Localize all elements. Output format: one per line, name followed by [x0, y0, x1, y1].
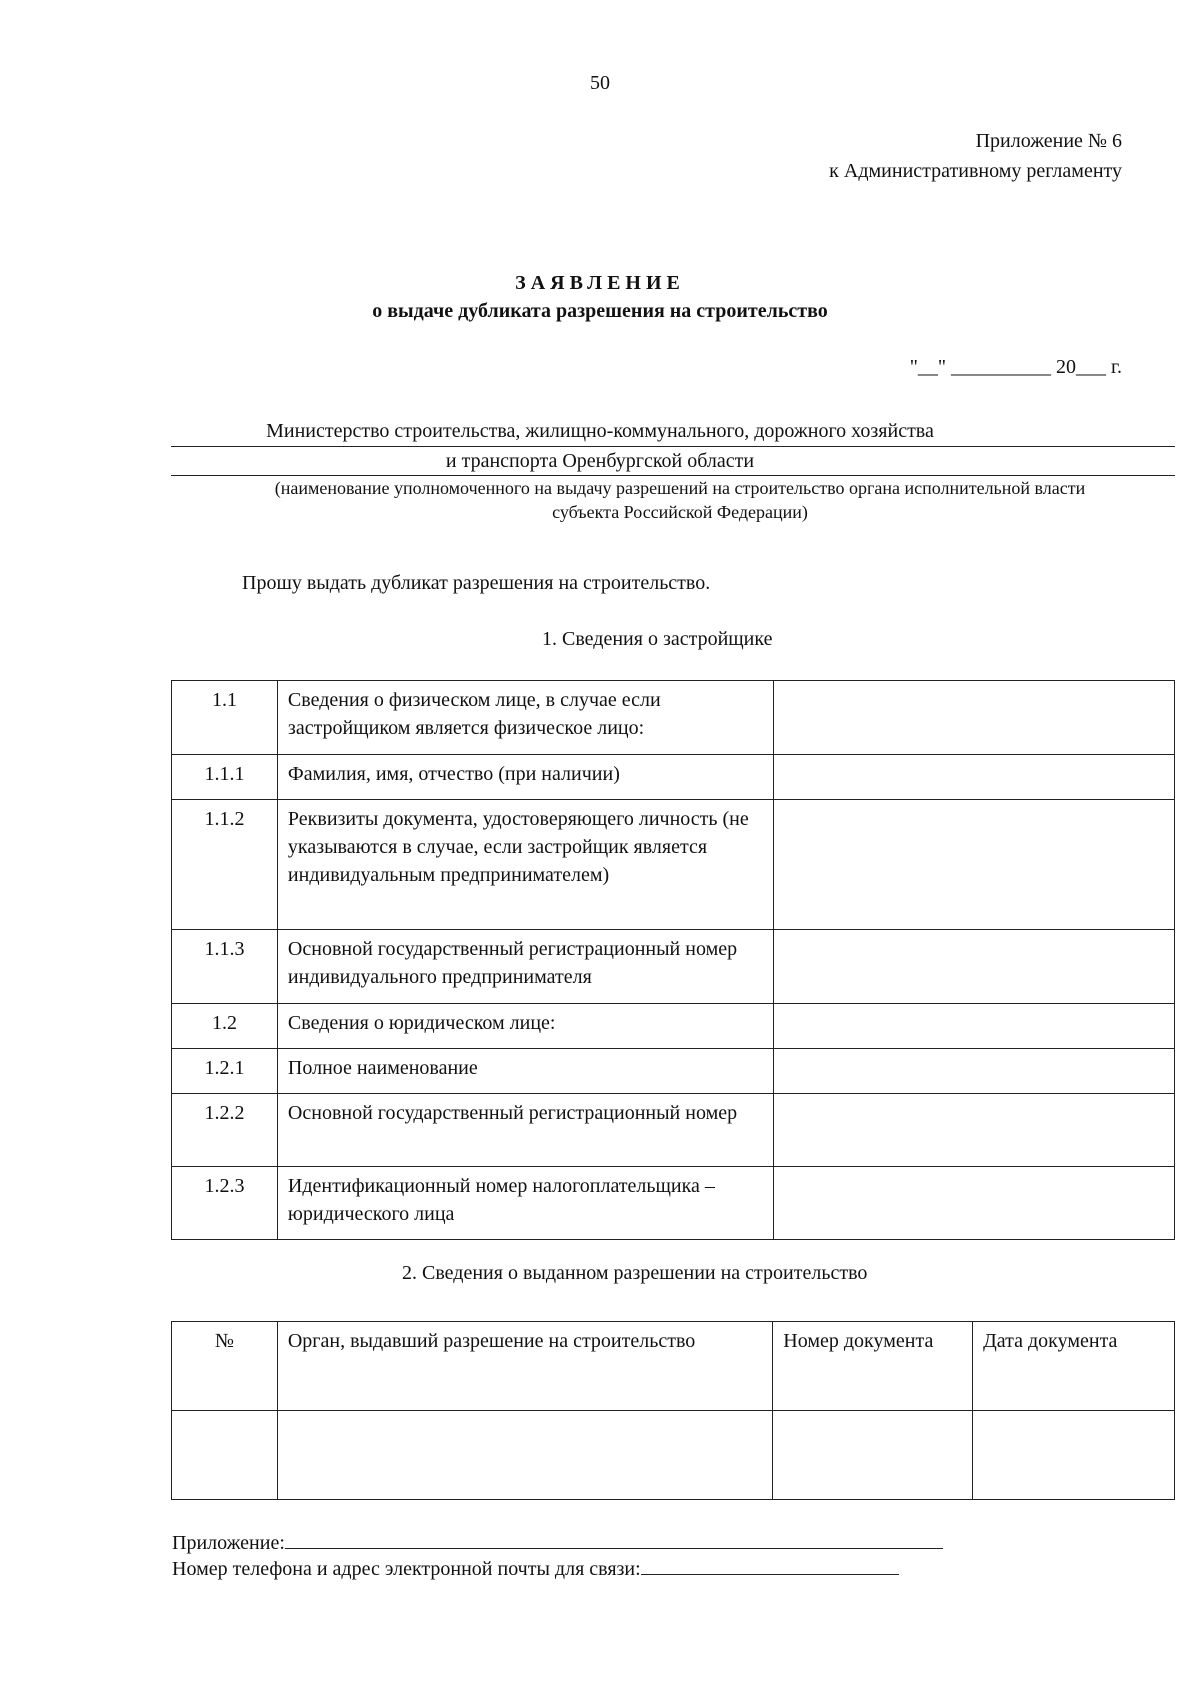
row-value-field[interactable]: [773, 800, 1174, 930]
contact-line: [172, 1556, 899, 1581]
contact-blank-field[interactable]: [641, 1556, 899, 1575]
section-1-title: 1. Сведения о застройщике: [542, 628, 773, 650]
authority-caption-line-2: субъекта Российской Федерации): [552, 502, 808, 522]
row-number: 1.2.2: [172, 1094, 278, 1167]
page-number: 50: [590, 72, 610, 94]
authority-caption: [180, 476, 1180, 524]
table-row: [172, 1049, 1175, 1094]
row-label: Основной государственный регистрационный номер: [277, 1094, 773, 1167]
table-row: [172, 681, 1175, 755]
cell-doc-number[interactable]: [773, 1411, 973, 1500]
row-number: 1.2: [172, 1004, 278, 1049]
column-header-number: №: [172, 1322, 278, 1411]
contact-label: Номер телефона и адрес электронной почты для связи:: [172, 1558, 641, 1580]
row-label: Основной государственный регистрационный номер индивидуального предпринимателя: [277, 930, 773, 1004]
row-number: 1.2.1: [172, 1049, 278, 1094]
row-label: Полное наименование: [277, 1049, 773, 1094]
authority-underline-1: [171, 446, 1175, 447]
table-row: [172, 1411, 1175, 1500]
cell-number[interactable]: [172, 1411, 278, 1500]
row-label: Сведения о физическом лице, в случае если застройщиком является физическое лицо:: [277, 681, 773, 755]
row-number: 1.1.1: [172, 755, 278, 800]
row-label: Реквизиты документа, удостоверяющего личность (не указываются в случае, если застройщик является индивидуальным предпринимателем): [277, 800, 773, 930]
row-value-field[interactable]: [773, 1004, 1174, 1049]
document-subtitle: о выдаче дубликата разрешения на строительство: [372, 300, 828, 322]
row-label: Фамилия, имя, отчество (при наличии): [277, 755, 773, 800]
row-value-field[interactable]: [773, 681, 1174, 755]
table-row: [172, 1167, 1175, 1240]
appendix-line-1: Приложение № 6: [975, 130, 1122, 152]
request-statement: Прошу выдать дубликат разрешения на строительство.: [242, 572, 711, 594]
authority-name-line-1: Министерство строительства, жилищно-коммунального, дорожного хозяйства: [266, 420, 934, 442]
row-value-field[interactable]: [773, 1094, 1174, 1167]
row-value-field[interactable]: [773, 755, 1174, 800]
column-header-doc-date: Дата документа: [973, 1322, 1175, 1411]
appendix-line-2: к Административному регламенту: [829, 160, 1122, 182]
attachment-line: [172, 1530, 943, 1555]
column-header-doc-number: Номер документа: [773, 1322, 973, 1411]
section-2-title: 2. Сведения о выданном разрешении на строительство: [402, 1262, 868, 1284]
row-label: Сведения о юридическом лице:: [277, 1004, 773, 1049]
cell-issuer[interactable]: [277, 1411, 772, 1500]
column-header-issuer: Орган, выдавший разрешение на строительство: [277, 1322, 772, 1411]
authority-name-line-2: и транспорта Оренбургской области: [445, 450, 755, 472]
table-row: [172, 1004, 1175, 1049]
row-number: 1.1.3: [172, 930, 278, 1004]
row-value-field[interactable]: [773, 1167, 1174, 1240]
date-field[interactable]: "__" __________ 20___ г.: [909, 356, 1122, 378]
table-row: [172, 800, 1175, 930]
row-number: 1.1.2: [172, 800, 278, 930]
issued-permit-table: [171, 1321, 1175, 1500]
row-number: 1.2.3: [172, 1167, 278, 1240]
table-row: [172, 930, 1175, 1004]
row-value-field[interactable]: [773, 1049, 1174, 1094]
table-row: [172, 1094, 1175, 1167]
applicant-info-table: [171, 680, 1175, 1240]
attachment-blank-field[interactable]: [285, 1530, 943, 1549]
appendix-reference: [829, 126, 1122, 186]
authority-caption-line-1: (наименование уполномоченного на выдачу разрешений на строительство органа исполнительной власти: [274, 478, 1086, 498]
row-value-field[interactable]: [773, 930, 1174, 1004]
attachment-label: Приложение:: [172, 1532, 285, 1554]
document-title: ЗАЯВЛЕНИЕ: [515, 272, 685, 294]
row-label: Идентификационный номер налогоплательщика – юридического лица: [277, 1167, 773, 1240]
cell-doc-date[interactable]: [973, 1411, 1175, 1500]
table-row: [172, 755, 1175, 800]
row-number: 1.1: [172, 681, 278, 755]
table-header-row: [172, 1322, 1175, 1411]
